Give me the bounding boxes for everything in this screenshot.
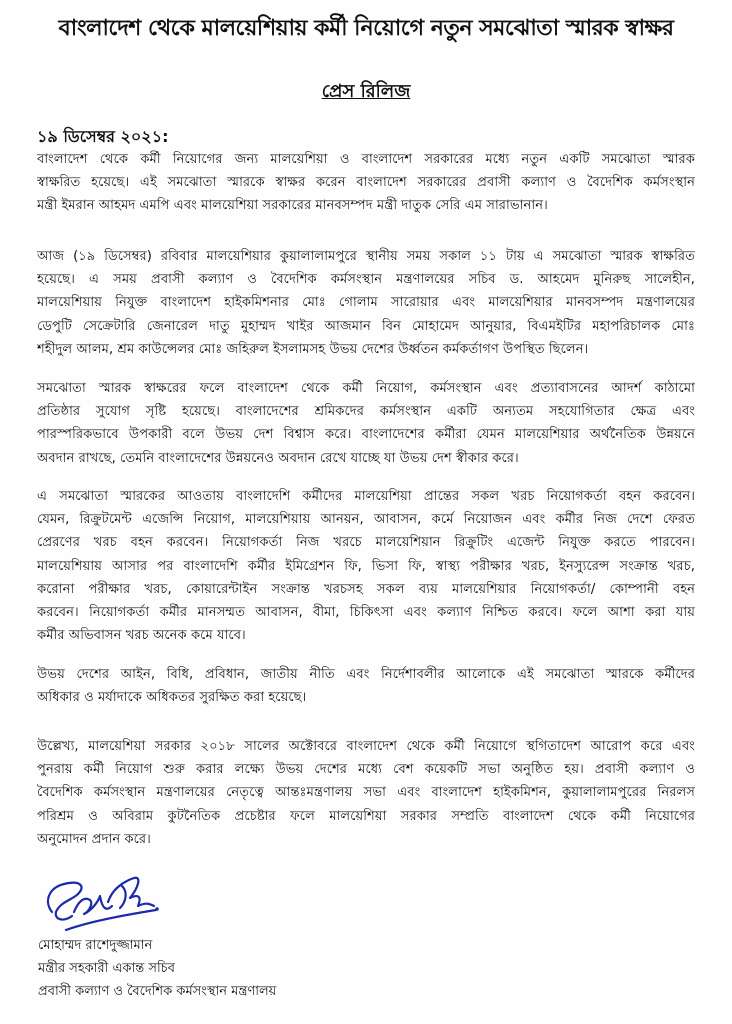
paragraph: [37, 377, 695, 470]
signature-icon: [38, 872, 163, 934]
paragraph-line: পুনরায় কর্মী নিয়োগ শুরু করার লক্ষ্যে উভয় দেশের মধ্যে বেশ কয়েকটি সভা অনুষ্ঠিত হয়। প্রবাসী কল্যাণ ও: [37, 762, 695, 778]
paragraph-line: অবদান রাখছে, তেমনি বাংলাদেশের উন্নয়নেও অবদান রেখে যাচ্ছে যা উভয় দেশ স্বীকার করে।: [37, 450, 519, 466]
paragraph-line: স্বাক্ষরিত হয়েছে। এই সমঝোতা স্মারকে স্বাক্ষর করেন বাংলাদেশ সরকারের প্রবাসী কল্যাণ ও বৈদেশিক কর্মসংস্থান: [37, 175, 695, 191]
paragraph-line: এ সমঝোতা স্মারকের আওতায় বাংলাদেশি কর্মীদের মালয়েশিয়া প্রান্তের সকল খরচ নিয়োগকর্তা বহন করবেন।: [37, 489, 695, 504]
paragraph-line: সমঝোতা স্মারক স্বাক্ষরের ফলে বাংলাদেশ থেকে কর্মী নিয়োগ, কর্মসংস্থান এবং প্রত্যাবাসনের আদর্শ কাঠামো: [37, 381, 695, 396]
document-subtitle: প্রেস রিলিজ: [321, 81, 411, 102]
paragraph-line: হয়েছে। এ সময় প্রবাসী কল্যাণ ও বৈদেশিক কর্মসংস্থান মন্ত্রণালয়ের সচিব ড. আহমেদ মুনিরুছ সালেহীন,: [37, 272, 695, 288]
paragraph-line: শহীদুল আলম, শ্রম কাউন্সেলর মোঃ জহিরুল ইসলামসহ উভয় দেশের উর্ধ্বতন কর্মকর্তাগণ উপস্থিত ছিলেন।: [37, 341, 589, 357]
paragraph: [37, 485, 695, 647]
signature-strokes: [48, 878, 156, 930]
signature-dot: [155, 907, 159, 911]
paragraph-line: মালয়েশিয়ায় নিযুক্ত বাংলাদেশ হাইকমিশনার মোঃ গোলাম সারোয়ার এবং মালয়েশিয়ার মানবসম্পদ মন্ত্রণালয়ের: [37, 295, 695, 311]
paragraph-line: মালয়েশিয়ায় আসার পর বাংলাদেশি কর্মীর ইমিগ্রেশন ফি, ভিসা ফি, স্বাস্থ্য পরীক্ষার খরচ, ইনস্যুরেন্স সংক্রান্ত খরচ,: [37, 558, 695, 574]
paragraph-line: প্রেরণের খরচ বহন করবেন। নিয়োগকর্তা নিজ খরচে মালয়েশিয়ান রিক্রুটিং এজেন্ট নিযুক্ত করতে পারবেন।: [37, 535, 695, 551]
paragraph-line: বাংলাদেশ থেকে কর্মী নিয়োগের জন্য মালয়েশিয়া ও বাংলাদেশ সরকারের মধ্যে নতুন একটি সমঝোতা স্মারক: [37, 152, 695, 167]
paragraph-line: উভয় দেশের আইন, বিধি, প্রবিধান, জাতীয় নীতি এবং নির্দেশাবলীর আলোকে এই সমঝোতা স্মারকে কর্মীদের: [37, 667, 695, 682]
paragraph-line: অধিকার ও মর্যাদাকে অধিকতর সুরক্ষিত করা হয়েছে।: [37, 690, 307, 706]
paragraph-line: যেমন, রিক্রুটমেন্ট এজেন্সি নিয়োগ, মালয়েশিয়ায় আনয়ন, আবাসন, কর্মে নিয়োজন এবং কর্মীর নিজ দেশে ফেরত: [37, 512, 695, 528]
paragraph-line: উল্লেখ্য, মালয়েশিয়া সরকার ২০১৮ সালের অক্টোবরে বাংলাদেশ থেকে কর্মী নিয়োগে স্থগিতাদেশ আরোপ করে এবং: [37, 739, 695, 754]
paragraph: [37, 663, 695, 709]
paragraph-line: কর্মীর অভিবাসন খরচ অনেক কমে যাবে।: [37, 628, 246, 644]
paragraph-line: করবেন। নিয়োগকর্তা কর্মীর মানসম্মত আবাসন, বীমা, চিকিৎসা এবং কল্যাণ নিশ্চিত করবে। ফলে আশা করা যায়: [37, 604, 695, 620]
paragraph-line: আজ (১৯ ডিসেম্বর) রবিবার মালয়েশিয়ার কুয়ালালামপুরে স্থানীয় সময় সকাল ১১ টায় এ সমঝোতা স্মারক স্বাক্ষরিত: [37, 249, 695, 264]
paragraph-line: মন্ত্রী ইমরান আহমদ এমপি এবং মালয়েশিয়া সরকারের মানবসম্পদ মন্ত্রী দাতুক সেরি এম সারাভানান।: [37, 198, 548, 214]
signatory-block: [38, 934, 276, 1003]
paragraph-line: করোনা পরীক্ষার খরচ, কোয়ারেন্টাইন সংক্রান্ত খরচসহ সকল ব্যয় মালয়েশিয়ার নিয়োগকর্তা/ কোম্পানী বহন: [37, 581, 695, 597]
paragraph-line: পরিশ্রম ও অবিরাম কুটনৈতিক প্রচেষ্টার ফলে মালয়েশিয়া সরকার সম্প্রতি বাংলাদেশ থেকে কর্মী নিয়োগের: [37, 808, 695, 824]
dateline: ১৯ ডিসেম্বর ২০২১:: [37, 127, 169, 146]
paragraph: [37, 148, 695, 218]
signatory-office: প্রবাসী কল্যাণ ও বৈদেশিক কর্মসংস্থান মন্ত্রণালয়: [38, 984, 277, 999]
paragraph-line: প্রতিষ্ঠার সুযোগ সৃষ্টি হয়েছে। বাংলাদেশের শ্রমিকদের কর্মসংস্থান একটি অন্যতম সহযোগিতার ক্ষেত্র এবং: [37, 404, 695, 420]
paragraph-line: পারস্পরিকভাবে উপকারী বলে উভয় দেশ বিশ্বাস করে। বাংলাদেশের কর্মীরা যেমন মালয়েশিয়ার অর্থনৈতিক উন্নয়নে: [37, 427, 695, 443]
paragraph-line: অনুমোদন প্রদান করে।: [37, 831, 151, 847]
signatory-designation: মন্ত্রীর সহকারী একান্ত সচিব: [38, 961, 175, 976]
paragraph: [37, 735, 695, 851]
document-title: বাংলাদেশ থেকে মালয়েশিয়ায় কর্মী নিয়োগে নতুন সমঝোতা স্মারক স্বাক্ষর: [58, 16, 674, 41]
paragraph-line: ডেপুটি সেক্রেটারি জেনারেল দাতু মুহাম্মদ খাইর আজমান বিন মোহামেদ আনুয়ার, বিএমইটির মহাপরিচালক মোঃ: [37, 318, 695, 334]
signatory-name: মোহাম্মদ রাশেদুজ্জামান: [38, 938, 153, 953]
paragraph-line: বৈদেশিক কর্মসংস্থান মন্ত্রণালয়ের নেতৃত্বে আন্তঃমন্ত্রণালয় সভা এবং বাংলাদেশ হাইকমিশন, কুয়ালালামপুরের নিরলস: [37, 785, 695, 801]
paragraph: [37, 245, 695, 361]
